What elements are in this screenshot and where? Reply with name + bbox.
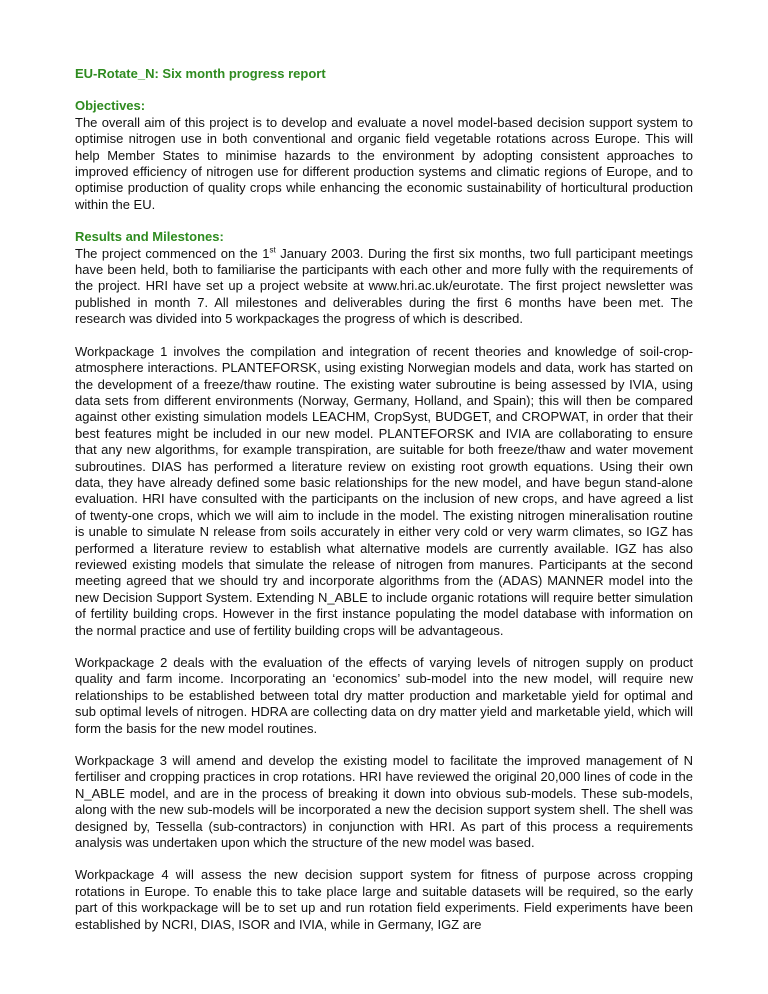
objectives-paragraph: The overall aim of this project is to develop and evaluate a novel model-based decision support system to optimise nitrogen use in both conventional and organic field vegetable rotations across Europe. This will help Member States to minimise hazards to the environment by adopting consistent approaches to improved efficiency of nitrogen use for different production systems and climatic regions of Europe, and to optimise production of quality crops while enhancing the economic sustainability of horticultural production within the EU. bbox=[75, 114, 693, 212]
report-title: EU-Rotate_N: Six month progress report bbox=[75, 66, 326, 81]
workpackage-3-paragraph: Workpackage 3 will amend and develop the existing model to facilitate the improved management of N fertiliser and cropping practices in crop rotations. HRI have reviewed the original 20,000 lines of code in the N_ABLE model, and are in the process of breaking it down into obvious sub-models. These sub-models, along with the new sub-models will be incorporated a new the decision support system shell. The shell was designed by, Tessella (sub-contractors) in conjunction with HRI. As part of this process a requirements analysis was undertaken upon which the structure of the new model was based. bbox=[75, 753, 693, 851]
workpackage-2-paragraph: Workpackage 2 deals with the evaluation of the effects of varying levels of nitrogen supply on product quality and farm income. Incorporating an ‘economics’ sub-model into the new model, will require new relationships to be established between total dry matter production and marketable yield for optimal and sub optimal levels of nitrogen. HDRA are collecting data on dry matter yield and marketable yield, which will form the basis for the new model routines. bbox=[75, 655, 693, 736]
workpackage-4-paragraph: Workpackage 4 will assess the new decision support system for fitness of purpose across cropping rotations in Europe. To enable this to take place large and suitable datasets will be required, so the early part of this workpackage will be to set up and run rotation field experiments. Field experiments have been established by NCRI, DIAS, ISOR and IVIA, while in Germany, IGZ are bbox=[75, 867, 693, 932]
objectives-heading: Objectives: bbox=[75, 98, 146, 114]
results-text-start: The project commenced on the 1 bbox=[75, 245, 270, 261]
ordinal-superscript: st bbox=[269, 245, 276, 255]
results-heading: Results and Milestones: bbox=[75, 229, 224, 245]
results-text-end: January 2003. During the first six months, two full participant meetings have been held, both to familiarise the participants with each other and more fully with the requirements of the project. HRI have set up a project website at www.hri.ac.uk/eurotate. The first project newsletter was published in month 7. All milestones and deliverables during the first 6 months have been met. The research was divided into 5 workpackages the progress of which is described. bbox=[75, 245, 693, 327]
results-paragraph bbox=[75, 246, 693, 328]
workpackage-1-paragraph: Workpackage 1 involves the compilation and integration of recent theories and knowledge of soil-crop-atmosphere interactions. PLANTEFORSK, using existing Norwegian models and data, work has started on the development of a freeze/thaw routine. The existing water subroutine is being assessed by IVIA, using data sets from different environments (Norway, Germany, Holland, and Spain); this will then be compared against other existing simulation models LEACHM, CropSyst, BUDGET, and CROPWAT, in order that their best features might be included in our new model. PLANTEFORSK and IVIA are collaborating to ensure that any new algorithms, for example transpiration, are suitable for both freeze/thaw and water movement subroutines. DIAS has performed a literature review on existing root growth equations. Using their own data, they have already defined some basic relationships for the new model, and have begun stand-alone evaluation. HRI have consulted with the participants on the inclusion of new crops, and have agreed a list of twenty-one crops, which we will aim to include in the model. The existing nitrogen mineralisation routine is unable to simulate N release from soils accurately in either very cold or very warm climates, so IGZ has performed a literature review to establish what alternative models are currently available. IGZ has also reviewed existing models that simulate the release of nitrogen from manures. Participants at the second meeting agreed that we should try and incorporate algorithms from the (ADAS) MANNER model into the new Decision Support System. Extending N_ABLE to include organic rotations will require better simulation of fertility building crops. However in the first instance populating the model database with information on the normal practice and use of fertility building crops will be advantageous. bbox=[75, 343, 693, 638]
report-page bbox=[75, 66, 693, 949]
